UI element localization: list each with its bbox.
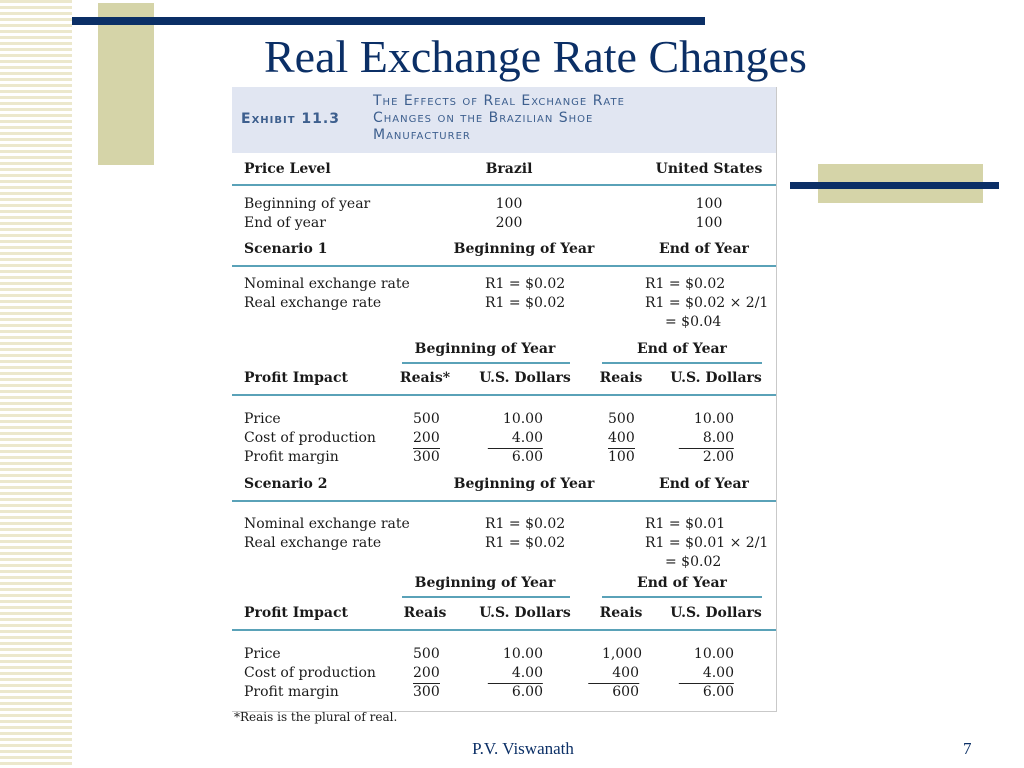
cell: 300 bbox=[413, 684, 440, 700]
rule bbox=[232, 500, 776, 502]
scenario-2-end-header: End of Year bbox=[659, 476, 749, 492]
cell: 10.00 bbox=[502, 646, 543, 662]
exhibit-caption-line: Manufacturer bbox=[373, 127, 471, 143]
cell: 4.00 bbox=[488, 430, 543, 449]
row-label: Cost of production bbox=[244, 665, 376, 681]
decorative-stripes bbox=[0, 0, 72, 768]
col-header: U.S. Dollars bbox=[479, 605, 571, 621]
scenario-1-header: Scenario 1 bbox=[244, 241, 328, 257]
brazil-header: Brazil bbox=[485, 161, 533, 177]
cell: 300 bbox=[413, 449, 440, 465]
row-label: Nominal exchange rate bbox=[244, 276, 410, 292]
scenario-1-begin-header: Beginning of Year bbox=[453, 241, 595, 257]
row-label: Profit margin bbox=[244, 449, 339, 465]
cell: 6.00 bbox=[511, 449, 543, 465]
col-header: Reais bbox=[599, 605, 643, 621]
profit-group-begin: Beginning of Year bbox=[414, 575, 556, 591]
row-label: End of year bbox=[244, 215, 326, 231]
row-label: Real exchange rate bbox=[244, 295, 382, 311]
footnote: *Reais is the plural of real. bbox=[234, 710, 398, 724]
cell: 100 bbox=[608, 449, 635, 465]
cell: 500 bbox=[413, 646, 440, 662]
cell: 10.00 bbox=[693, 646, 734, 662]
profit-group-end: End of Year bbox=[637, 575, 727, 591]
row-label: Beginning of year bbox=[244, 196, 371, 212]
cell: 10.00 bbox=[502, 411, 543, 427]
cell: = $0.04 bbox=[665, 314, 722, 330]
exhibit-caption-line: The Effects of Real Exchange Rate bbox=[373, 93, 625, 109]
cell: 500 bbox=[608, 411, 635, 427]
rule bbox=[232, 265, 776, 267]
cell: R1 = $0.02 bbox=[485, 276, 566, 292]
profit-impact-header: Profit Impact bbox=[244, 605, 348, 621]
scenario-1-end-header: End of Year bbox=[659, 241, 749, 257]
exhibit-table bbox=[232, 87, 777, 724]
slide-title: Real Exchange Rate Changes bbox=[264, 31, 807, 82]
rule bbox=[232, 629, 776, 631]
col-header: U.S. Dollars bbox=[670, 370, 762, 386]
col-header: U.S. Dollars bbox=[479, 370, 571, 386]
cell: 200 bbox=[413, 665, 440, 684]
scenario-2-begin-header: Beginning of Year bbox=[453, 476, 595, 492]
col-header: Reais* bbox=[399, 370, 451, 386]
row-label: Nominal exchange rate bbox=[244, 516, 410, 532]
cell: R1 = $0.02 × 2/1 bbox=[645, 295, 769, 311]
row-label: Cost of production bbox=[244, 430, 376, 446]
cell: 200 bbox=[413, 430, 440, 449]
scenario-2-header: Scenario 2 bbox=[244, 476, 328, 492]
united-states-header: United States bbox=[655, 161, 763, 177]
cell: 2.00 bbox=[702, 449, 734, 465]
cell: R1 = $0.02 bbox=[485, 516, 566, 532]
row-label: Price bbox=[244, 411, 281, 427]
cell: 6.00 bbox=[702, 684, 734, 700]
row-label: Price bbox=[244, 646, 281, 662]
cell: R1 = $0.02 bbox=[485, 295, 566, 311]
decorative-bar-top bbox=[72, 17, 705, 25]
cell: R1 = $0.02 bbox=[485, 535, 566, 551]
col-header: Reais bbox=[403, 605, 447, 621]
profit-impact-header: Profit Impact bbox=[244, 370, 348, 386]
cell: 6.00 bbox=[511, 684, 543, 700]
decorative-bar-right bbox=[790, 182, 999, 189]
rule bbox=[402, 362, 570, 364]
exhibit-label: Exhibit 11.3 bbox=[241, 111, 340, 127]
cell: 600 bbox=[612, 684, 639, 700]
cell: 4.00 bbox=[488, 665, 543, 684]
cell: 100 bbox=[495, 196, 523, 212]
rule bbox=[232, 394, 776, 396]
decorative-block-left bbox=[98, 3, 154, 165]
cell: R1 = $0.01 bbox=[645, 516, 726, 532]
cell: 10.00 bbox=[693, 411, 734, 427]
exhibit-header bbox=[232, 87, 776, 153]
row-label: Real exchange rate bbox=[244, 535, 382, 551]
cell: 400 bbox=[588, 665, 639, 684]
cell: 100 bbox=[695, 196, 723, 212]
row-label: Profit margin bbox=[244, 684, 339, 700]
cell: R1 = $0.01 × 2/1 bbox=[645, 535, 769, 551]
cell: 8.00 bbox=[679, 430, 734, 449]
rule bbox=[232, 184, 776, 186]
profit-group-begin: Beginning of Year bbox=[414, 341, 556, 357]
cell: = $0.02 bbox=[665, 554, 722, 570]
cell: 100 bbox=[695, 215, 723, 231]
cell: 4.00 bbox=[679, 665, 734, 684]
col-header: U.S. Dollars bbox=[670, 605, 762, 621]
price-level-header: Price Level bbox=[244, 161, 331, 177]
col-header: Reais bbox=[599, 370, 643, 386]
footer-author: P.V. Viswanath bbox=[472, 739, 574, 758]
profit-group-end: End of Year bbox=[637, 341, 727, 357]
rule bbox=[602, 596, 762, 598]
rule bbox=[602, 362, 762, 364]
cell: 500 bbox=[413, 411, 440, 427]
exhibit-caption bbox=[373, 93, 625, 144]
cell: R1 = $0.02 bbox=[645, 276, 726, 292]
cell: 200 bbox=[495, 215, 523, 231]
cell: 400 bbox=[608, 430, 635, 449]
page-number: 7 bbox=[963, 739, 972, 758]
exhibit-caption-line: Changes on the Brazilian Shoe bbox=[373, 110, 594, 126]
rule bbox=[402, 596, 570, 598]
cell: 1,000 bbox=[602, 646, 643, 662]
